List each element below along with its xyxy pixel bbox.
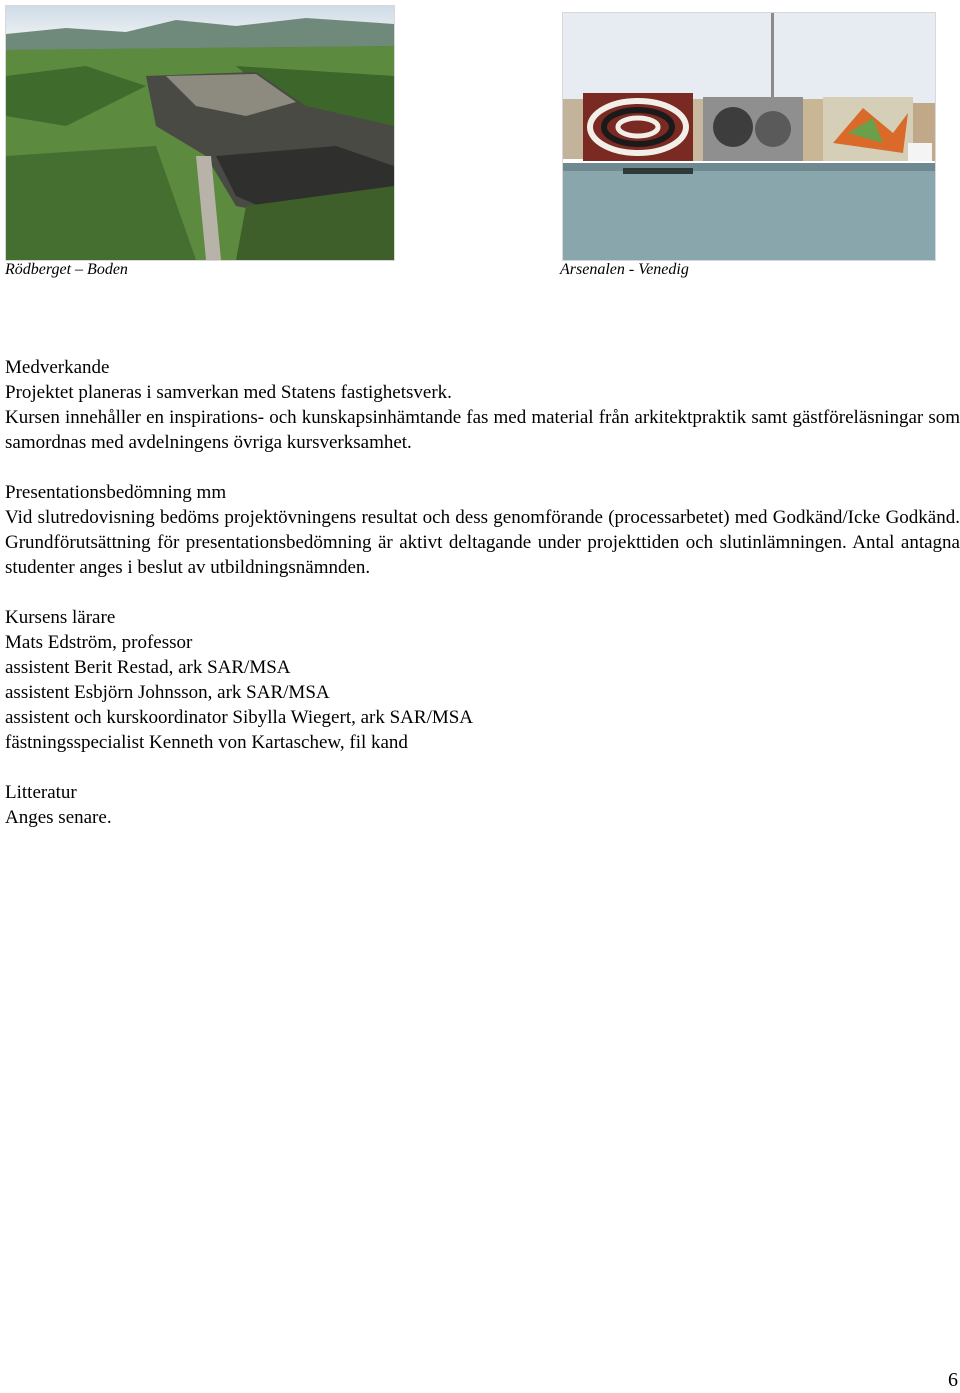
section-medverkande (5, 355, 960, 455)
medverkande-line: Projektet planeras i samverkan med Statens fastighetsverk. (5, 382, 452, 403)
heading-litteratur: Litteratur (5, 782, 77, 803)
document-body (5, 355, 960, 855)
heading-medverkande: Medverkande (5, 357, 110, 378)
rodberget-image (6, 6, 394, 260)
section-litteratur (5, 780, 960, 830)
section-presentationsbedomning (5, 480, 960, 580)
literature-line: Anges senare. (5, 807, 112, 828)
heading-presentationsbedomning: Presentationsbedömning mm (5, 482, 227, 503)
caption-rodberget: Rödberget – Boden (5, 261, 128, 278)
photo-rodberget (5, 5, 395, 261)
arsenalen-image (563, 13, 935, 260)
teacher-line: assistent Esbjörn Johnsson, ark SAR/MSA (5, 682, 330, 703)
teacher-line: assistent och kurskoordinator Sibylla Wiegert, ark SAR/MSA (5, 707, 474, 728)
heading-kursens-larare: Kursens lärare (5, 607, 116, 628)
presentation-paragraph: Vid slutredovisning bedöms projektövningens resultat och dess genomförande (processarbetet) med Godkänd/Icke Godkänd. Grundförutsättning för presentationsbedömning är aktivt deltagande under projekttiden och slutinlämningen. Antal antagna studenter anges i beslut av utbildningsnämnden. (5, 507, 960, 578)
teacher-line: fästningsspecialist Kenneth von Kartaschew, fil kand (5, 732, 408, 753)
photo-arsenalen (562, 12, 936, 261)
caption-arsenalen: Arsenalen - Venedig (560, 261, 689, 278)
medverkande-paragraph: Kursen innehåller en inspirations- och kunskapsinhämtande fas med material från arkitektpraktik samt gästföreläsningar som samordnas med avdelningens övriga kursverksamhet. (5, 407, 960, 453)
teacher-line: Mats Edström, professor (5, 632, 193, 653)
section-kursens-larare (5, 605, 960, 755)
page-number: 6 (948, 1369, 958, 1391)
teacher-line: assistent Berit Restad, ark SAR/MSA (5, 657, 291, 678)
